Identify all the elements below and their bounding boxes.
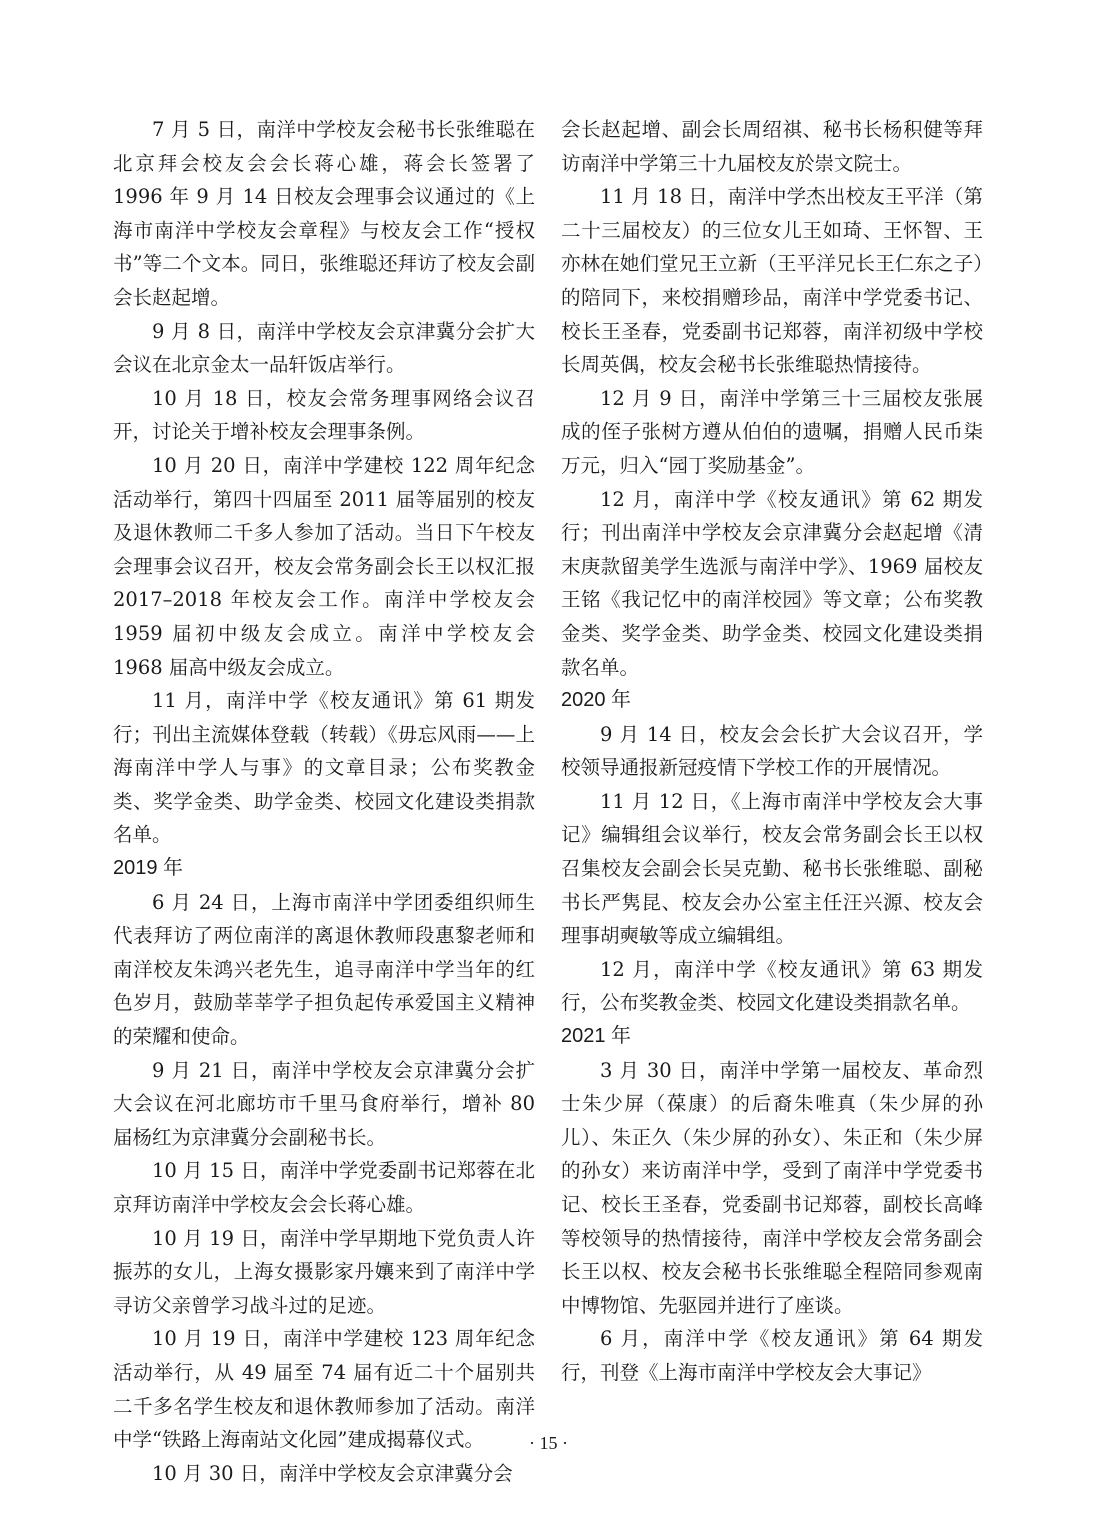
event-entry: 10 月 15 日，南洋中学党委副书记郑蓉在北京拜访南洋中学校友会会长蒋心雄。 <box>113 1159 535 1216</box>
page-number: · 15 · <box>529 1433 568 1453</box>
right-column <box>561 113 983 1390</box>
event-entry: 10 月 30 日，南洋中学校友会京津冀分会 <box>152 1461 513 1485</box>
event-entry: 10 月 18 日，校友会常务理事网络会议召开，讨论关于增补校友会理事条例。 <box>113 386 535 444</box>
event-entry: 11 月 18 日，南洋中学杰出校友王平洋（第二十三届校友）的三位女儿王如琦、王怀智、王亦林在她们堂兄王立新（王平洋兄长王仁东之子）的陪同下，来校捐赠珍品，南洋中学党委书记、校长王圣春，党委副书记郑蓉，南洋初级中学校长周英偶，校友会秘书长张维聪热情接待。 <box>561 185 983 377</box>
event-entry: 9 月 8 日，南洋中学校友会京津冀分会扩大会议在北京金太一品轩饭店举行。 <box>113 319 535 377</box>
event-entry: 12 月，南洋中学《校友通讯》第 62 期发行；刊出南洋中学校友会京津冀分会赵起增《清末庚款留美学生选派与南洋中学》、1969 届校友王铭《我记忆中的南洋校园》等文章；公布奖教金类、奖学金类、助学金类、校园文化建设类捐款名单。 <box>561 487 983 679</box>
event-entry: 11 月，南洋中学《校友通讯》第 61 期发行；刊出主流媒体登载（转载）《毋忘风雨——上海南洋中学人与事》的文章目录；公布奖教金类、奖学金类、助学金类、校园文化建设类捐款名单。 <box>113 689 535 847</box>
event-entry: 9 月 14 日，校友会会长扩大会议召开，学校领导通报新冠疫情下学校工作的开展情况。 <box>561 722 983 780</box>
event-entry: 9 月 21 日，南洋中学校友会京津冀分会扩大会议在河北廊坊市千里马食府举行，增补 80 届杨红为京津冀分会副秘书长。 <box>113 1058 535 1149</box>
event-entry-continued: 会长赵起增、副会长周绍祺、秘书长杨积健等拜访南洋中学第三十九届校友於崇文院士。 <box>561 118 983 175</box>
event-entry: 12 月，南洋中学《校友通讯》第 63 期发行，公布奖教金类、校园文化建设类捐款名单。 <box>561 957 983 1015</box>
event-entry: 3 月 30 日，南洋中学第一届校友、革命烈士朱少屏（葆康）的后裔朱唯真（朱少屏的孙儿）、朱正久（朱少屏的孙女）、朱正和（朱少屏的孙女）来访南洋中学，受到了南洋中学党委书记、校长王圣春，党委副书记郑蓉，副校长高峰等校领导的热情接待，南洋中学校友会常务副会长王以权、校友会秘书长张维聪全程陪同参观南中博物馆、先驱园并进行了座谈。 <box>561 1058 983 1317</box>
year-heading: 2020 年 <box>561 689 632 712</box>
event-entry: 10 月 19 日，南洋中学早期地下党负责人许振苏的女儿，上海女摄影家丹孃来到了南洋中学寻访父亲曾学习战斗过的足迹。 <box>113 1226 535 1317</box>
event-entry: 6 月，南洋中学《校友通讯》第 64 期发行，刊登《上海市南洋中学校友会大事记》 <box>561 1327 983 1384</box>
event-entry: 12 月 9 日，南洋中学第三十三届校友张展成的侄子张树方遵从伯伯的遗嘱，捐赠人民币柒万元，归入“园丁奖励基金”。 <box>561 386 983 477</box>
year-heading: 2019 年 <box>113 857 184 880</box>
event-entry: 11 月 12 日，《上海市南洋中学校友会大事记》编辑组会议举行，校友会常务副会长王以权召集校友会副会长吴克勤、秘书长张维聪、副秘书长严隽昆、校友会办公室主任汪兴源、校友会理事胡奭敏等成立编辑组。 <box>561 789 983 948</box>
event-entry: 10 月 20 日，南洋中学建校 122 周年纪念活动举行，第四十四届至 2011 届等届别的校友及退休教师二千多人参加了活动。当日下午校友会理事会议召开，校友会常务副会长王以权汇报 2017–2018 年校友会工作。南洋中学校友会 1959 届初中级友会成立。南洋中学校友会 1968 届高中级友会成立。 <box>113 453 535 679</box>
left-column <box>113 113 535 1490</box>
year-heading: 2021 年 <box>561 1025 632 1048</box>
event-entry: 7 月 5 日，南洋中学校友会秘书长张维聪在北京拜会校友会会长蒋心雄，蒋会长签署了 1996 年 9 月 14 日校友会理事会议通过的《上海市南洋中学校友会章程》与校友会工作“授权书”等二个文本。同日，张维聪还拜访了校友会副会长赵起增。 <box>113 118 535 309</box>
event-entry: 10 月 19 日，南洋中学建校 123 周年纪念活动举行，从 49 届至 74 届有近二十个届别共二千多名学生校友和退休教师参加了活动。南洋中学“铁路上海南站文化园”建成揭幕仪式。 <box>113 1327 535 1452</box>
event-entry: 6 月 24 日，上海市南洋中学团委组织师生代表拜访了两位南洋的离退休教师段惠黎老师和南洋校友朱鸿兴老先生，追寻南洋中学当年的红色岁月，鼓励莘莘学子担负起传承爱国主义精神的荣耀和使命。 <box>113 890 535 1049</box>
